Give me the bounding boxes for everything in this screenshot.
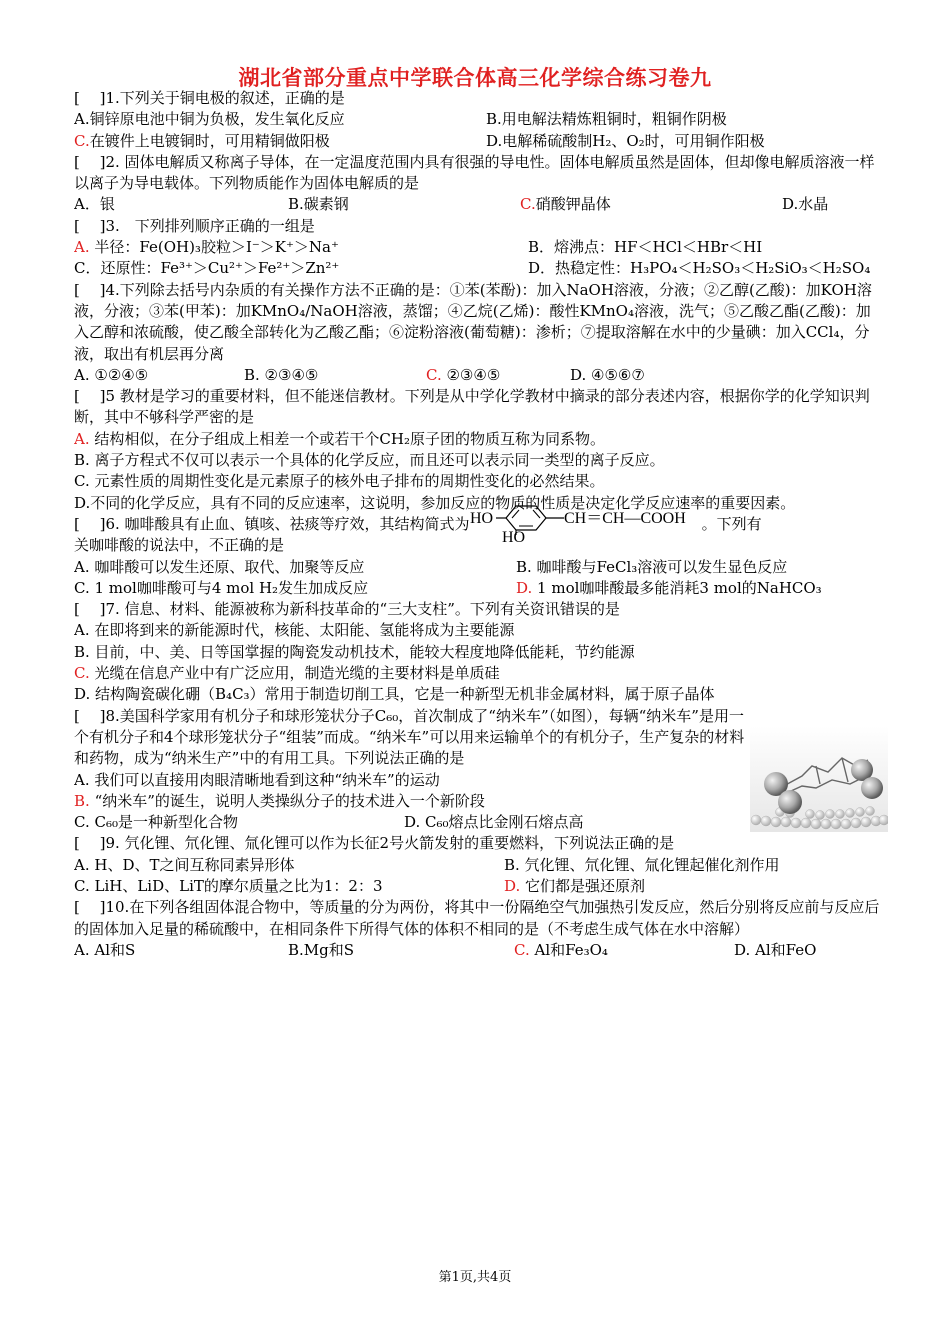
option-a: A. H、D、T之间互称同素异形体 [74, 855, 295, 874]
question-5 [74, 386, 882, 514]
question-stem: [ ]2. 固体电解质又称离子导体，在一定温度范围内具有很强的导电性。固体电解质虽然是固体，但却像电解质溶液一样以离子为导电载体。下列物质能作为固体电解质的是 [74, 152, 875, 193]
option-d: D. Al和FeO [734, 940, 817, 959]
option-c: C. Al和Fe₃O₄ [514, 940, 608, 959]
answer-letter: B. [74, 791, 90, 810]
option-a: A．银 [74, 195, 115, 214]
option-a: A. 咖啡酸可以发生还原、取代、加聚等反应 [74, 557, 365, 576]
fullerene-wheel [861, 777, 883, 799]
option-a: A.铜锌原电池中铜为负极，发生氧化反应 [74, 110, 345, 129]
option-a: A. ①②④⑤ [74, 365, 149, 384]
option-a: A. 半径：Fe(OH)₃胶粒＞I⁻＞K⁺＞Na⁺ [74, 238, 339, 257]
question-3 [74, 216, 882, 280]
answer-letter: C. [74, 131, 90, 150]
option-b: B.用电解法精炼粗铜时，粗铜作阴极 [486, 110, 727, 129]
question-stem: [ ]5 教材是学习的重要材料，但不能迷信教材。下列是从中学化学教材中摘录的部分表述内容，根据你学的化学知识判断，其中不够科学严密的是 [74, 387, 870, 427]
option-b: B. 离子方程式不仅可以表示一个具体的化学反应，而且还可以表示同一类型的离子反应。 [74, 451, 665, 470]
answer-letter: C. [74, 664, 90, 683]
question-stem: [ ]3. 下列排列顺序正确的一组是 [74, 216, 315, 235]
option-c: C. ②③④⑤ [426, 365, 501, 384]
nanocar-image [750, 726, 888, 832]
page-footer: 第1页,共4页 [438, 1270, 512, 1285]
option-d: D. 结构陶瓷碳化硼（B₄C₃）常用于制造切削工具，它是一种新型无机非金属材料，属于原子晶体 [74, 685, 715, 704]
question-1 [74, 88, 882, 152]
question-stem-tail: 。下列有 [701, 514, 762, 533]
option-c: C.硝酸钾晶体 [520, 195, 611, 214]
question-stem: [ ]10.在下列各组固体混合物中，等质量的分为两份，将其中一份隔绝空气加强热引发反应，然后分别将反应前与反应后的固体加入足量的稀硫酸中，在相同条件下所得气体的体积不相同的是（不考虑生成气体在水中溶解） [74, 898, 880, 938]
option-d: D. 1 mol咖啡酸最多能消耗3 mol的NaHCO₃ [516, 578, 822, 597]
question-9 [74, 833, 882, 897]
option-c: C. LiH、LiD、LiT的摩尔质量之比为1：2：3 [74, 876, 383, 895]
fullerene-wheel [778, 790, 802, 814]
option-b: B．熔沸点：HF＜HCl＜HBr＜HI [528, 238, 763, 257]
caffeic-acid-structure [470, 502, 702, 542]
answer-letter: A. [74, 429, 90, 448]
option-c: C. 光缆在信息产业中有广泛应用，制造光缆的主要材料是单质硅 [74, 664, 500, 683]
option-a: A. 结构相似，在分子组成上相差一个或若干个CH₂原子团的物质互称为同系物。 [74, 429, 605, 448]
question-stem-line2: 关咖啡酸的说法中，不正确的是 [74, 536, 285, 555]
side-chain-label: CH＝CH—COOH [563, 509, 686, 527]
question-6 [74, 509, 882, 599]
question-stem: [ ]1.下列关于铜电极的叙述，正确的是 [74, 89, 345, 107]
option-d: D.不同的化学反应，具有不同的反应速率，这说明，参加反应的物质的性质是决定化学反应速率的重要因素。 [74, 493, 796, 512]
exam-title: 湖北省部分重点中学联合体高三化学综合练习卷九 [238, 65, 712, 90]
option-b: B. 氕化锂、氘化锂、氚化锂起催化剂作用 [504, 855, 780, 874]
option-b: B. 目前，中、美、日等国掌握的陶瓷发动机技术，能较大程度地降低能耗，节约能源 [74, 642, 635, 661]
option-a: A. 在即将到来的新能源时代，核能、太阳能、氢能将成为主要能源 [74, 621, 515, 640]
question-4 [74, 280, 882, 386]
answer-letter: D. [516, 578, 533, 597]
option-c: C. C₆₀是一种新型化合物 [74, 813, 238, 832]
option-d: D.电解稀硫酸制H₂、O₂时，可用铜作阳极 [486, 131, 765, 150]
option-d: D. C₆₀熔点比金刚石熔点高 [404, 813, 584, 832]
option-c: C．还原性：Fe³⁺＞Cu²⁺＞Fe²⁺＞Zn²⁺ [74, 259, 340, 278]
question-stem: [ ]8.美国科学家用有机分子和球形笼状分子C₆₀，首次制成了“纳米车”（如图），每辆“纳米车”是用一个有机分子和4个球形笼状分子“组装”而成。“纳米车”可以用来运输单个的有机分子，生产复杂的材料和药物，成为“纳米生产”中的有用工具。下列说法正确的是 [74, 706, 745, 768]
answer-letter: A. [74, 238, 90, 257]
question-stem: [ ]7. 信息、材料、能源被称为新科技革命的“三大支柱”。下列有关资讯错误的是 [74, 600, 620, 619]
option-b: B. 咖啡酸与FeCl₃溶液可以发生显色反应 [516, 557, 788, 576]
option-d: D. ④⑤⑥⑦ [570, 365, 645, 384]
question-2 [74, 152, 882, 216]
hydroxyl-label-bottom: HO [501, 528, 525, 542]
option-d: D.水晶 [782, 195, 829, 214]
option-a: A. Al和S [74, 940, 136, 959]
option-b: B.碳素钢 [288, 195, 349, 214]
answer-letter: C. [514, 940, 530, 959]
question-10 [74, 897, 882, 961]
option-a: A. 我们可以直接用肉眼清晰地看到这种“纳米车”的运动 [74, 770, 440, 789]
question-stem: [ ]9. 氕化锂、氘化锂、氚化锂可以作为长征2号火箭发射的重要燃料，下列说法正确的是 [74, 834, 675, 853]
question-8 [74, 706, 882, 834]
question-list [74, 88, 882, 961]
option-c: C. 1 mol咖啡酸可与4 mol H₂发生加成反应 [74, 578, 369, 597]
option-d: D．热稳定性：H₃PO₄＜H₂SO₃＜H₂SiO₃＜H₂SO₄ [528, 259, 871, 278]
answer-letter: D. [504, 876, 521, 895]
option-c: C.在镀件上电镀铜时，可用精铜做阳极 [74, 131, 330, 150]
question-7 [74, 599, 882, 705]
question-stem: [ ]4.下列除去括号内杂质的有关操作方法不正确的是：①苯(苯酚)：加入NaOH溶液，分液；②乙醇(乙酸)：加KOH溶液，分液；③苯(甲苯)：加KMnO₄/NaOH溶液，蒸馏；④乙烷(乙烯)：酸性KMnO₄溶液，洗气；⑤乙酸乙酯(乙酸)：加入乙醇和浓硫酸，使乙酸全部转化为乙酸乙酯；⑥淀粉溶液(葡萄糖)：渗析；⑦提取溶解在水中的少量碘：加入CCl₄，分液，取出有机层再分离 [74, 280, 872, 363]
answer-letter: C. [426, 365, 442, 384]
option-d: D. 它们都是强还原剂 [504, 876, 646, 895]
answer-letter: C. [520, 195, 536, 214]
option-b: B. “纳米车”的诞生，说明人类操纵分子的技术进入一个新阶段 [74, 791, 485, 810]
option-b: B.Mg和S [288, 940, 355, 959]
question-stem: [ ]6. 咖啡酸具有止血、镇咳、祛痰等疗效，其结构简式为 [74, 514, 470, 533]
option-b: B. ②③④⑤ [244, 365, 319, 384]
hydroxyl-label-top: HO [469, 509, 493, 527]
option-c: C. 元素性质的周期性变化是元素原子的核外电子排布的周期性变化的必然结果。 [74, 472, 605, 491]
